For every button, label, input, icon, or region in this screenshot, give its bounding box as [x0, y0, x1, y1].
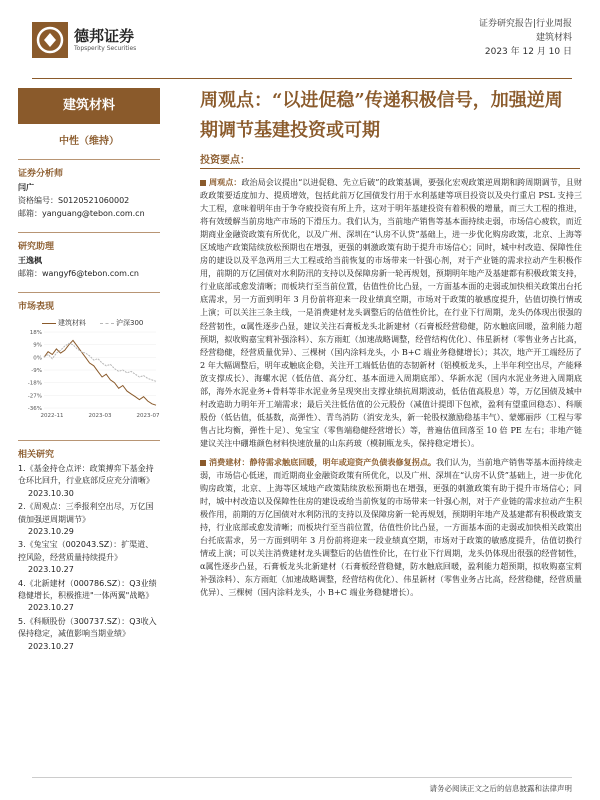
related-item-date: 2023.10.30: [28, 488, 74, 498]
sector-box: 建筑材料: [18, 88, 160, 124]
related-item-title: 4.《北新建材（000786.SZ）：Q3业绩稳健增长，积极推进"一体两翼"战略》: [18, 578, 157, 601]
analyst-name: 闫广: [18, 183, 34, 192]
x-tick-label: 2023-03: [88, 413, 112, 419]
divider: [18, 292, 160, 293]
analyst-email[interactable]: 邮箱：yanguang@tebon.com.cn: [18, 209, 145, 218]
related-item[interactable]: [18, 616, 160, 653]
related-item-date: 2023.10.27: [28, 603, 74, 613]
y-tick-label: -9%: [31, 368, 42, 374]
related-item-title: 1.《基金持仓点评：政策搏弈下基金持仓环比回升，行业底部反应充分清晰》: [18, 464, 154, 486]
related-item-title: 2.《周观点：三季报利空出尽，万亿国债加强逆周期调节》: [18, 502, 154, 524]
divider: [18, 159, 160, 160]
report-meta: [479, 17, 572, 59]
y-tick-label: -27%: [27, 393, 42, 400]
related-item[interactable]: [18, 578, 160, 615]
investment-heading: 投资要点：: [200, 148, 580, 169]
related-item-title: 5.《科顺股份（300737.SZ）：Q3收入保持稳定，减值影响当期业绩》: [18, 616, 157, 639]
brand-logo: [32, 22, 136, 58]
related-item-title: 3.《兔宝宝（002043.SZ）：扩渠道、控风险，经营质量持续提升》: [18, 540, 154, 562]
paragraph-weekly-view: [200, 176, 582, 450]
brand-name-en: Topsperity Securities: [74, 44, 137, 52]
line-chart: [18, 328, 160, 424]
bullet-square-icon: [200, 460, 206, 466]
y-tick-label: 9%: [33, 342, 42, 349]
paragraph-label: 消费建材：静待需求触底回暖，明年或迎资产负债表修复拐点。: [209, 456, 437, 467]
chart-legend: [42, 318, 160, 328]
related-item-date: 2023.10.27: [28, 641, 74, 651]
related-item[interactable]: [18, 539, 160, 576]
related-item[interactable]: [18, 501, 160, 538]
paragraph-label: 周观点：: [209, 177, 242, 187]
related-item[interactable]: [18, 463, 160, 500]
y-tick-label: -18%: [27, 380, 42, 387]
x-tick-label: 2022-11: [40, 413, 64, 419]
assistant-email[interactable]: 邮箱：wangyf6@tebon.com.cn: [18, 269, 139, 278]
related-list: [18, 463, 160, 653]
rating: 中性（维持）: [59, 136, 119, 147]
bullet-square-icon: [200, 180, 206, 186]
y-tick-label: 0%: [33, 355, 42, 362]
brand-name: 德邦证券: [74, 26, 135, 45]
divider: [18, 440, 160, 441]
paragraph-text: 我们认为，当前地产销售等基本面持续走弱，市场信心低迷，而近期商业金融资政策有所优化，以及广州、深圳在“认房不认贷”基础上，进一步优化购房政策，北京、上海等区域地产政策陆续放松预期也在增强，更强的刺激政策有助于提升市场信心；同时，城中村改造以及保障性住房的建设或给当前恢复的市场带来一针强心剂，对于产业链的需求拉动产生积极作用，前期的万亿国债对水利防汛的支持以及保障房新一轮再规划，预期明年地产及基建都有积极政策支持，行业底部或愈发清晰；而板块行至当前位置，估值性价比凸显，一方面基本面的走弱或加快相关政策出台托底需求，另一方面到明年 3 月份前将迎来一段业绩真空期，市场对于政策的敏感度提升，估值切换行情或上演；可以关注消费建材龙头调整后的估值性价比，在行业下行周期，龙头仍体现出很强的经营韧性，α属性逐步凸显，石膏板龙头北新建材（石膏板经营稳健，防水触底回暖，盈利能力超预期，拟收购嘉宝莉补强涂料）、东方雨虹（加速战略调整，经营结构优化）、伟星新材（零售业务占比高，经营稳健，经营质量优异）、三棵树（国内涂料龙头，小 B+C 端业务稳健增长）。: [200, 456, 582, 598]
sidebar: [18, 82, 160, 654]
brand-logo-icon: [32, 22, 68, 58]
related-item-date: 2023.10.27: [28, 565, 74, 575]
report-industry: 建筑材料: [535, 33, 572, 43]
related-heading: 相关研究: [18, 450, 55, 460]
y-tick-label: 18%: [29, 330, 42, 336]
y-tick-label: -36%: [27, 406, 42, 412]
analyst-heading: 证券分析师: [18, 169, 64, 179]
related-item-date: 2023.10.29: [28, 527, 74, 537]
market-chart: [18, 318, 160, 428]
page-title: 周观点：“以进促稳”传递积极信号，加强逆周期调节基建投资或可期: [200, 90, 563, 141]
header-divider: [32, 78, 572, 79]
report-body: [200, 176, 582, 606]
divider: [18, 232, 160, 233]
analyst-cert: 资格编号：S0120521060002: [18, 196, 130, 205]
assistant-name: 王逸枫: [18, 256, 42, 265]
series-line-index: [44, 343, 156, 381]
market-heading: 市场表现: [18, 302, 55, 312]
paragraph-text: 政治局会议提出“以进促稳、先立后破”的政策基调，要强化宏观政策逆周期和跨周期调节，且财政政策要适度加力、提质增效，包括此前万亿国债发行用于水利基建等项目投资以及央行重启 PSL 支持三大工程，意味着明年由于争夺疲投资有所上升，这对于明年基建投资有着积极的增量，而三大工程的推进，将有效缓解当前房地产市场的下滑压力。我们认为，当前地产销售等基本面持续走弱，市场信心疲软，而近期商业金融资政策有所优化，以及广州、深圳在“认房不认贷”基础上，进一步优化购房政策，北京、上海等区域地产政策陆续放松预期也在增强，更强的刺激政策有助于提升市场信心；同时，城中村改造、保障性住房的建设以及平急两用三大工程或给当前恢复的市场带来一针强心剂，对于产业链的需求拉动产生积极作用，前期的万亿国债对水利防汛的支持以及保障房新一轮再规划，预期明年地产及基建都有积极政策支持，行业底部或愈发清晰；而板块行至当前位置，估值性价比凸显，一方面基本面的走弱或加快相关政策出台托底需求，另一方面到明年 3 月份前将迎来一段业绩真空期，市场对于政策的敏感度提升，估值切换行情或上演；可以关注三条主线，一是消费建材龙头调整后的估值性价比，在行业下行周期，龙头仍体现出很强的经营韧性，α属性逐步凸显，建议关注石膏板龙头北新建材（石膏板经营稳健，防水触底回暖，盈利能力超预期，拟收购嘉宝莉补强涂料）、东方雨虹（加速战略调整，经营结构优化）、伟星新材（零售业务占比高，经营稳健，经营质量优异）、三棵树（国内涂料龙头，小 B+C 端业务稳健增长）；其次，地产开工端经历了 2 年大幅调整后，明年或触底企稳，关注开工端低估值的态韧新材（铝模板龙头，上半年利空出尽，产能释放支撑成长）、海螺水泥（低估值、高分红、基本面进入周期底部）、华新水泥（国内水泥业务进入周期底部，海外水泥业务+骨料等非水泥业务呈现突出支撑业绩抗周期波动，低估值高股息）等，万亿国债及城中村改造助力明年开工端需求；最后关注低估值的公元股份（减值计提即下包袱，盈利有望重回稳态）、科顺股份（低估值，低基数，高弹性）、青鸟消防（消安龙头，新一轮股权激励稳基丰气）、蒙娜丽莎（工程与零售占比均衡，弹性十足）、兔宝宝（零售端稳健经营增长）等，普遍估值回落至 10 倍 PE 左右；非地产链建议关注中硼堆颜色材料快速放量的山东药玻（模制瓶龙头，保持稳定增长）。: [200, 177, 582, 448]
report-type: 证券研究报告|行业周报: [478, 19, 572, 29]
assistant-heading: 研究助理: [18, 242, 55, 252]
x-tick-label: 2023-07: [136, 413, 160, 419]
legend-item-index: 沪深300: [100, 318, 143, 328]
footer-divider: [32, 777, 572, 778]
legend-item-sector: 建筑材料: [42, 318, 86, 328]
paragraph-consumer-materials: [200, 456, 582, 600]
report-date: 2023 年 12 月 10 日: [484, 47, 572, 57]
footer-disclaimer: 请务必阅读正文之后的信息披露和法律声明: [429, 784, 572, 793]
